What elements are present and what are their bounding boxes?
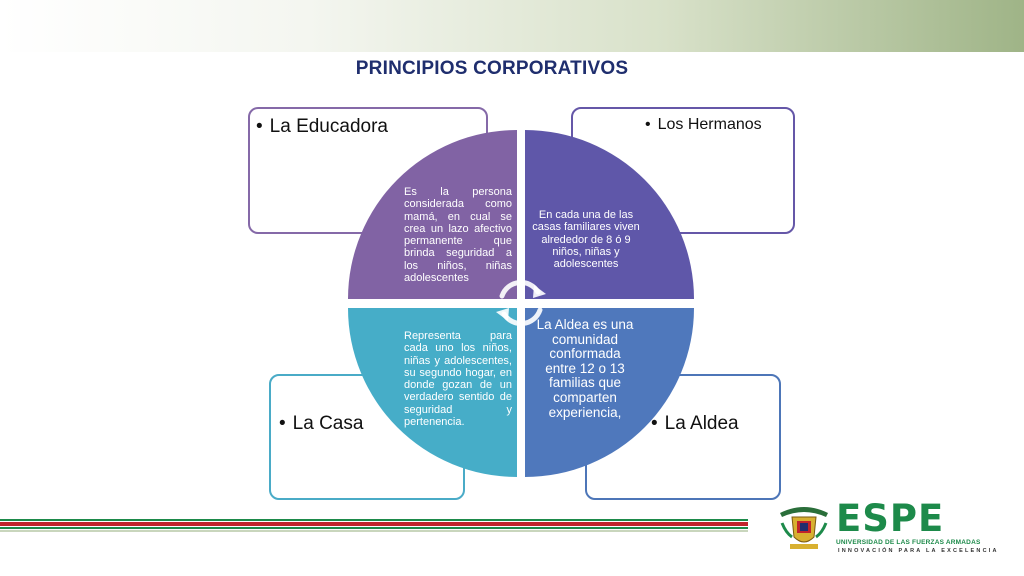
educadora-text: La Educadora xyxy=(269,116,388,137)
espe-logo xyxy=(776,497,1024,555)
hermanos-text: Los Hermanos xyxy=(657,116,762,133)
educadora-description: Es la persona considerada como mamá, en cual se crea un lazo afectivo permanente que brinda seguridad a los niños, niñas adolescentes xyxy=(404,186,512,285)
hermanos-label xyxy=(645,116,762,134)
footer-stripes xyxy=(0,519,748,533)
bullet-icon: • xyxy=(651,413,658,434)
casa-label xyxy=(279,413,363,435)
bullet-icon: • xyxy=(256,116,263,137)
university-slogan: INNOVACIÓN PARA LA EXCELENCIA xyxy=(838,548,999,554)
cycle-arrows-icon xyxy=(490,272,552,334)
educadora-label xyxy=(256,116,388,138)
hermanos-description: En cada una de las casas familiares viven alrededor de 8 ó 9 niños, niñas y adolescentes xyxy=(532,209,640,271)
aldea-description: La Aldea es una comunidad conformada entre 12 o 13 familias que comparten experiencia, xyxy=(536,317,634,420)
university-seal-icon xyxy=(776,503,832,551)
casa-description: Representa para cada uno los niños, niñas y adolescentes, su segundo hogar, en donde gozan de un verdadero sentido de seguridad y pertenencia. xyxy=(404,330,512,429)
casa-text: La Casa xyxy=(292,413,364,434)
aldea-text: La Aldea xyxy=(664,413,739,434)
bullet-icon: • xyxy=(645,116,651,133)
espe-wordmark: ESPE xyxy=(836,497,945,540)
slide-title-text: PRINCIPIOS CORPORATIVOS xyxy=(355,58,629,79)
header-band xyxy=(0,0,1024,52)
slide-title xyxy=(0,58,1024,80)
bullet-icon: • xyxy=(279,413,286,434)
university-name: UNIVERSIDAD DE LAS FUERZAS ARMADAS xyxy=(836,539,981,546)
aldea-label xyxy=(651,413,739,435)
